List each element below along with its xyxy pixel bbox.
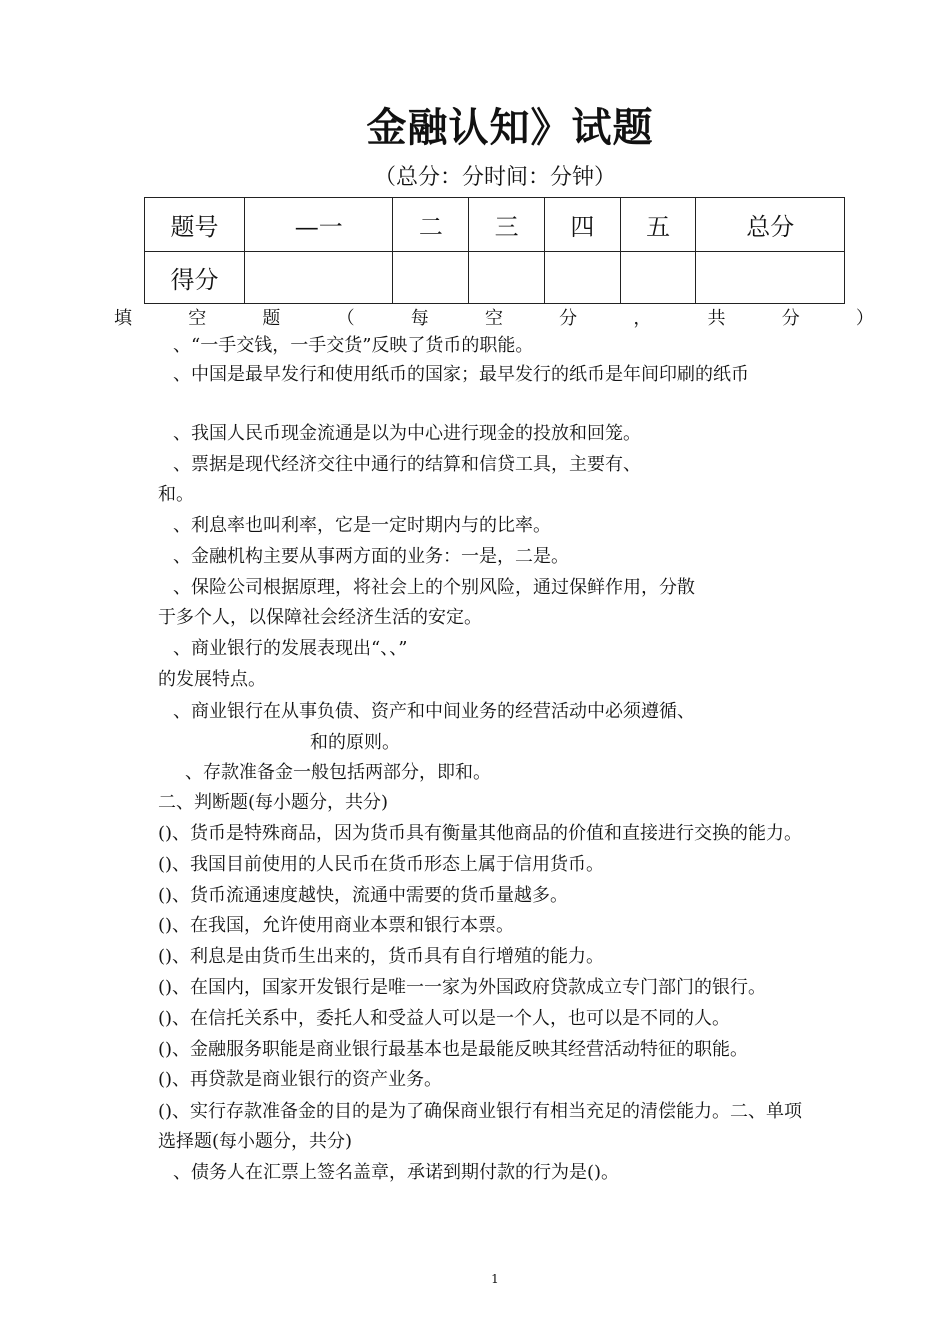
header-cell-4: 四 [544, 198, 620, 252]
header-cell-1: —一 [245, 198, 393, 252]
section1-header-char: 共 [707, 308, 726, 329]
section1-header-char: 每 [410, 308, 429, 329]
question-line: 、我国人民币现金流通是以为中心进行现金的投放和回笼。 [173, 423, 641, 444]
header-cell-3: 三 [469, 198, 545, 252]
header-cell-question-no: 题号 [145, 198, 245, 252]
question-line: 、商业银行在从事负债、资产和中间业务的经营活动中必须遵循、 [173, 701, 695, 722]
score-table [144, 197, 845, 304]
question-line: ()、在国内，国家开发银行是唯一一家为外国政府贷款成立专门部门的银行。 [158, 977, 767, 998]
section2-header: 二、判断题(每小题分，共分) [158, 792, 389, 813]
score-table-score-row [145, 252, 845, 304]
score-cell-1 [245, 252, 393, 304]
exam-subtitle: （总分：分时间：分钟） [373, 165, 616, 190]
question-line: 、金融机构主要从事两方面的业务：一是，二是。 [173, 546, 569, 567]
page-number: 1 [491, 1272, 499, 1286]
question-line: ()、货币流通速度越快，流通中需要的货币量越多。 [158, 885, 569, 906]
section1-header-char: 分 [559, 308, 578, 329]
question-line: ()、在信托关系中，委托人和受益人可以是一个人，也可以是不同的人。 [158, 1008, 731, 1029]
question-line: ()、再贷款是商业银行的资产业务。 [158, 1069, 443, 1090]
question-line: 和的原则。 [310, 732, 400, 753]
section1-header-char: 空 [188, 308, 207, 329]
question-line: 的发展特点。 [158, 669, 266, 690]
score-cell-5 [620, 252, 696, 304]
section1-header-char: 填 [114, 308, 132, 329]
score-cell-4 [544, 252, 620, 304]
question-line: ()、我国目前使用的人民币在货币形态上属于信用货币。 [158, 854, 605, 875]
section1-header-char: （ [336, 308, 355, 329]
section1-header-char: ， [633, 308, 652, 329]
question-line: 、票据是现代经济交往中通行的结算和信贷工具，主要有、 [173, 454, 641, 475]
section1-header [114, 304, 874, 330]
score-table-header-row [145, 198, 845, 252]
section3-header: 选择题(每小题分，共分) [158, 1131, 353, 1152]
question-line: 于多个人，以保障社会经济生活的安定。 [158, 607, 482, 628]
header-cell-2: 二 [393, 198, 469, 252]
question-line: 、“一手交钱，一手交货”反映了货币的职能。 [173, 335, 534, 356]
question-line: ()、在我国，允许使用商业本票和银行本票。 [158, 915, 515, 936]
header-cell-total: 总分 [696, 198, 845, 252]
question-line: ()、利息是由货币生出来的，货币具有自行增殖的能力。 [158, 946, 605, 967]
section1-header-char: 分 [781, 308, 800, 329]
question-line: 和。 [158, 484, 194, 505]
section1-header-char: ） [855, 308, 874, 329]
question-line: 、保险公司根据原理，将社会上的个别风险，通过保鲜作用，分散 [173, 577, 695, 598]
question-line: ()、货币是特殊商品，因为货币具有衡量其他商品的价值和直接进行交换的能力。 [158, 823, 803, 844]
score-cell-total [696, 252, 845, 304]
question-line: 、存款准备金一般包括两部分，即和。 [185, 762, 491, 783]
question-line: ()、金融服务职能是商业银行最基本也是最能反映其经营活动特征的职能。 [158, 1039, 749, 1060]
exam-title: 金融认知》试题 [366, 105, 654, 151]
score-row-label: 得分 [145, 252, 245, 304]
question-line: ()、实行存款准备金的目的是为了确保商业银行有相当充足的清偿能力。二、单项 [158, 1101, 803, 1122]
section1-header-char: 题 [262, 308, 281, 329]
section1-header-char: 空 [484, 308, 503, 329]
score-cell-3 [469, 252, 545, 304]
question-line: 、中国是最早发行和使用纸币的国家；最早发行的纸币是年间印刷的纸币 [173, 364, 749, 385]
header-cell-5: 五 [620, 198, 696, 252]
question-line: 、商业银行的发展表现出“、、” [173, 638, 408, 659]
score-cell-2 [393, 252, 469, 304]
question-line: 、利息率也叫利率，它是一定时期内与的比率。 [173, 515, 551, 536]
question-line: 、债务人在汇票上签名盖章，承诺到期付款的行为是()。 [173, 1162, 620, 1183]
